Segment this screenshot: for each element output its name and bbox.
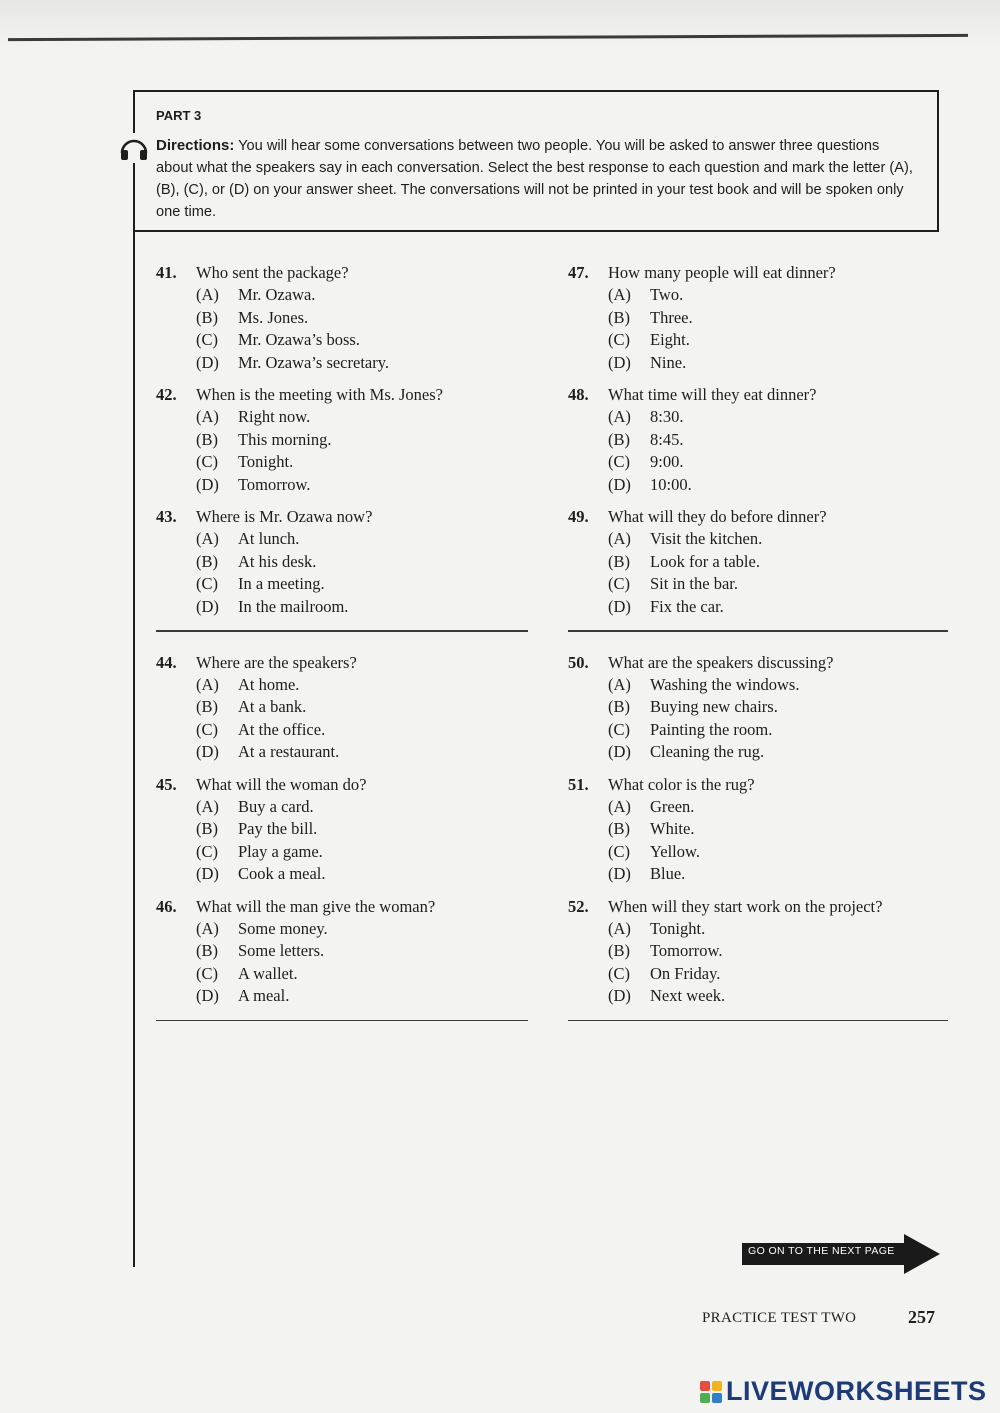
option-text: Nine.	[650, 352, 687, 372]
answer-option[interactable]	[568, 818, 948, 841]
answer-option[interactable]	[156, 284, 528, 307]
option-text: White.	[650, 819, 695, 838]
question-item	[156, 384, 528, 496]
option-text: A meal.	[238, 986, 290, 1005]
question-text: What will the man give the woman?	[196, 896, 436, 916]
option-letter: (B)	[196, 941, 218, 960]
option-letter: (D)	[608, 596, 631, 616]
answer-option[interactable]	[156, 551, 528, 574]
option-text: Tonight.	[238, 452, 294, 471]
question-item	[156, 652, 528, 764]
option-letter: (B)	[196, 697, 218, 716]
group-divider	[156, 1020, 528, 1022]
question-header	[156, 652, 528, 674]
option-text: Yellow.	[650, 841, 700, 861]
question-header	[568, 896, 948, 918]
answer-option[interactable]	[156, 796, 528, 819]
answer-option[interactable]	[568, 474, 948, 497]
answer-option[interactable]	[568, 596, 948, 619]
question-item	[156, 896, 528, 1008]
option-text: Play a game.	[238, 841, 323, 861]
option-text: Blue.	[650, 864, 686, 883]
option-text: Fix the car.	[650, 596, 724, 616]
answer-option[interactable]	[568, 674, 948, 697]
option-letter: (D)	[608, 864, 631, 883]
page-number: 257	[908, 1307, 935, 1327]
right-question-column	[568, 262, 948, 1041]
question-header	[568, 506, 948, 528]
option-text: Washing the windows.	[650, 674, 800, 694]
option-text: In a meeting.	[238, 574, 325, 593]
option-text: This morning.	[238, 429, 332, 449]
answer-option[interactable]	[156, 352, 528, 375]
question-item	[568, 262, 948, 374]
answer-option[interactable]	[568, 985, 948, 1008]
option-text: At a restaurant.	[238, 742, 340, 761]
option-text: 8:30.	[650, 407, 684, 426]
option-letter: (B)	[196, 551, 218, 571]
brand-logo-icon	[700, 1381, 722, 1403]
question-header	[156, 774, 528, 796]
option-letter: (C)	[608, 719, 630, 739]
option-letter: (D)	[196, 864, 219, 883]
answer-option[interactable]	[156, 918, 528, 941]
option-text: Tonight.	[650, 918, 706, 938]
question-text: What will they do before dinner?	[608, 507, 827, 526]
question-item	[568, 384, 948, 496]
option-letter: (A)	[196, 529, 219, 548]
question-text: How many people will eat dinner?	[608, 263, 836, 282]
footer-label: PRACTICE TEST TWO	[702, 1310, 857, 1326]
option-letter: (B)	[608, 819, 630, 838]
option-letter: (C)	[608, 963, 630, 983]
option-letter: (A)	[608, 674, 631, 694]
question-number: 52.	[568, 896, 589, 916]
answer-option[interactable]	[156, 573, 528, 596]
question-text: When will they start work on the project?	[608, 896, 883, 916]
question-header	[568, 262, 948, 284]
answer-option[interactable]	[568, 451, 948, 474]
answer-option[interactable]	[568, 352, 948, 375]
option-letter: (A)	[608, 529, 631, 548]
answer-option[interactable]	[568, 284, 948, 307]
question-number: 41.	[156, 263, 177, 282]
option-text: Some money.	[238, 918, 328, 938]
question-number: 43.	[156, 507, 177, 526]
option-text: Tomorrow.	[238, 474, 311, 494]
answer-option[interactable]	[568, 918, 948, 941]
option-text: Pay the bill.	[238, 819, 318, 838]
option-letter: (C)	[196, 452, 218, 471]
option-letter: (D)	[196, 352, 219, 372]
question-item	[568, 774, 948, 886]
brand-name: LIVEWORKSHEETS	[726, 1376, 987, 1406]
option-letter: (A)	[608, 285, 631, 304]
option-text: Painting the room.	[650, 719, 773, 739]
option-text: In the mailroom.	[238, 596, 349, 616]
option-letter: (A)	[196, 674, 219, 694]
question-header	[568, 652, 948, 674]
answer-option[interactable]	[156, 528, 528, 551]
option-text: 10:00.	[650, 474, 692, 494]
option-text: Sit in the bar.	[650, 574, 738, 593]
option-letter: (B)	[196, 819, 218, 838]
answer-option[interactable]	[156, 451, 528, 474]
option-letter: (D)	[196, 742, 219, 761]
option-letter: (D)	[608, 742, 631, 761]
question-number: 44.	[156, 652, 177, 672]
question-item	[156, 506, 528, 618]
option-letter: (A)	[608, 796, 631, 816]
option-text: At lunch.	[238, 529, 300, 548]
answer-option[interactable]	[568, 796, 948, 819]
option-letter: (C)	[196, 574, 218, 593]
answer-option[interactable]	[156, 719, 528, 742]
option-text: Eight.	[650, 330, 690, 349]
option-text: Cleaning the rug.	[650, 742, 765, 761]
option-letter: (C)	[196, 719, 218, 739]
question-item	[568, 652, 948, 764]
directions-text	[156, 135, 916, 223]
question-number: 47.	[568, 263, 589, 282]
option-text: Two.	[650, 285, 684, 304]
question-item	[156, 774, 528, 886]
option-letter: (C)	[196, 963, 218, 983]
question-number: 50.	[568, 652, 589, 672]
option-text: Mr. Ozawa.	[238, 285, 316, 304]
question-header	[156, 896, 528, 918]
question-header	[568, 384, 948, 406]
question-item	[568, 506, 948, 618]
option-text: Some letters.	[238, 941, 325, 960]
question-number: 45.	[156, 774, 177, 794]
answer-option[interactable]	[568, 863, 948, 886]
option-text: At his desk.	[238, 551, 317, 571]
directions-body: You will hear some conversations between two people. You will be asked to answer three questions about what the speakers say in each conversation. Select the best response to each question and mark the letter (A), (B), (C), or (D) on your answer sheet. The conversations will not be printed in your test book and will be spoken only one time.	[156, 138, 913, 220]
option-text: Tomorrow.	[650, 941, 723, 960]
answer-option[interactable]	[568, 406, 948, 429]
question-item	[568, 896, 948, 1008]
answer-option[interactable]	[156, 940, 528, 963]
option-letter: (B)	[608, 307, 630, 327]
group-divider	[568, 1020, 948, 1022]
option-text: At home.	[238, 674, 300, 694]
option-letter: (B)	[196, 429, 218, 449]
answer-option[interactable]	[568, 963, 948, 986]
question-number: 42.	[156, 385, 177, 404]
option-letter: (D)	[196, 596, 219, 616]
option-letter: (D)	[608, 986, 631, 1005]
option-text: Next week.	[650, 986, 726, 1005]
answer-option[interactable]	[568, 307, 948, 330]
option-letter: (C)	[196, 330, 218, 349]
answer-option[interactable]	[156, 841, 528, 864]
option-letter: (C)	[608, 841, 630, 861]
answer-option[interactable]	[568, 329, 948, 352]
option-letter: (C)	[608, 452, 630, 471]
answer-option[interactable]	[568, 573, 948, 596]
option-letter: (C)	[608, 574, 630, 593]
question-number: 46.	[156, 896, 177, 916]
option-letter: (A)	[196, 918, 219, 938]
option-text: A wallet.	[238, 963, 298, 983]
question-text: Where are the speakers?	[196, 652, 357, 672]
answer-option[interactable]	[568, 528, 948, 551]
question-header	[156, 506, 528, 528]
answer-option[interactable]	[156, 474, 528, 497]
question-number: 51.	[568, 774, 589, 794]
answer-option[interactable]	[156, 963, 528, 986]
question-text: What will the woman do?	[196, 774, 367, 794]
option-letter: (A)	[196, 796, 219, 816]
answer-option[interactable]	[156, 674, 528, 697]
question-text: Where is Mr. Ozawa now?	[196, 507, 373, 526]
option-text: Visit the kitchen.	[650, 529, 763, 548]
question-header	[156, 384, 528, 406]
answer-option[interactable]	[156, 406, 528, 429]
option-letter: (A)	[608, 407, 631, 426]
option-text: On Friday.	[650, 963, 721, 983]
answer-option[interactable]	[156, 307, 528, 330]
brand-watermark	[700, 1376, 987, 1407]
option-text: 8:45.	[650, 429, 684, 449]
part-label: PART 3	[156, 108, 202, 123]
directions-heading: Directions:	[156, 137, 235, 154]
group-divider	[156, 630, 528, 632]
option-letter: (B)	[608, 697, 630, 716]
option-letter: (D)	[196, 986, 219, 1005]
answer-option[interactable]	[156, 329, 528, 352]
question-number: 49.	[568, 507, 589, 526]
question-item	[156, 262, 528, 374]
option-letter: (A)	[608, 918, 631, 938]
question-text: What color is the rug?	[608, 774, 755, 794]
option-text: Ms. Jones.	[238, 307, 309, 327]
option-text: At a bank.	[238, 697, 307, 716]
option-text: Cook a meal.	[238, 864, 326, 883]
answer-option[interactable]	[568, 719, 948, 742]
option-text: 9:00.	[650, 452, 684, 471]
question-header	[568, 774, 948, 796]
answer-option[interactable]	[568, 841, 948, 864]
question-header	[156, 262, 528, 284]
option-letter: (B)	[196, 307, 218, 327]
answer-option[interactable]	[156, 863, 528, 886]
option-letter: (C)	[196, 841, 218, 861]
answer-option[interactable]	[156, 741, 528, 764]
option-letter: (A)	[196, 285, 219, 304]
group-divider	[568, 630, 948, 632]
option-letter: (B)	[608, 941, 630, 960]
option-letter: (C)	[608, 330, 630, 349]
scan-shadow	[0, 0, 1000, 48]
answer-option[interactable]	[156, 429, 528, 452]
option-letter: (D)	[608, 474, 631, 494]
option-letter: (B)	[608, 551, 630, 571]
answer-option[interactable]	[156, 985, 528, 1008]
answer-option[interactable]	[156, 818, 528, 841]
next-page-label: GO ON TO THE NEXT PAGE	[748, 1245, 895, 1257]
answer-option[interactable]	[156, 696, 528, 719]
question-text: When is the meeting with Ms. Jones?	[196, 385, 444, 404]
answer-option[interactable]	[568, 741, 948, 764]
answer-option[interactable]	[568, 940, 948, 963]
option-letter: (D)	[196, 474, 219, 494]
answer-option[interactable]	[568, 696, 948, 719]
option-letter: (B)	[608, 429, 630, 449]
option-text: Three.	[650, 307, 693, 327]
answer-option[interactable]	[568, 551, 948, 574]
answer-option[interactable]	[156, 596, 528, 619]
option-text: Mr. Ozawa’s boss.	[238, 330, 360, 349]
option-text: At the office.	[238, 719, 326, 739]
option-letter: (D)	[608, 352, 631, 372]
left-question-column	[156, 262, 528, 1041]
left-margin-rule	[133, 92, 135, 1267]
headphones-icon	[117, 133, 151, 163]
option-text: Right now.	[238, 407, 311, 426]
question-text: What time will they eat dinner?	[608, 385, 817, 404]
option-text: Green.	[650, 796, 695, 816]
option-letter: (A)	[196, 407, 219, 426]
option-text: Buying new chairs.	[650, 697, 778, 716]
option-text: Look for a table.	[650, 551, 760, 571]
answer-option[interactable]	[568, 429, 948, 452]
question-text: Who sent the package?	[196, 263, 349, 282]
option-text: Buy a card.	[238, 796, 314, 816]
question-text: What are the speakers discussing?	[608, 652, 834, 672]
option-text: Mr. Ozawa’s secretary.	[238, 352, 390, 372]
question-number: 48.	[568, 385, 589, 404]
